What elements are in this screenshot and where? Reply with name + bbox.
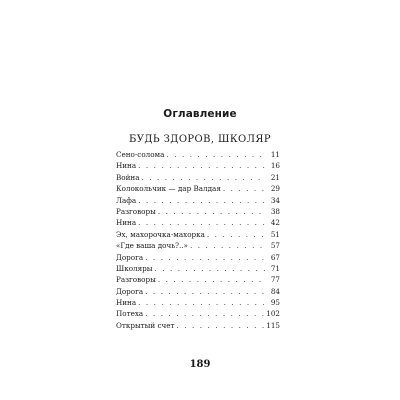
toc-entry-page: 115 <box>266 320 280 330</box>
toc-row <box>116 297 280 308</box>
toc-entry-title: Школяры <box>116 263 153 273</box>
toc-row <box>116 263 280 274</box>
toc-leader-dots <box>223 183 266 194</box>
toc-row <box>116 286 280 297</box>
page-number: 189 <box>189 359 211 370</box>
toc-entry-page: 38 <box>270 206 280 216</box>
toc-leader-dots <box>138 195 266 206</box>
toc-leader-dots <box>166 149 266 160</box>
toc-leader-dots <box>154 263 266 274</box>
toc-leader-dots <box>207 229 266 240</box>
table-of-contents <box>116 149 280 331</box>
toc-leader-dots <box>141 172 266 183</box>
toc-entry-page: 16 <box>270 161 280 171</box>
toc-row <box>116 308 280 319</box>
toc-entry-title: Разговоры <box>116 275 156 285</box>
toc-entry-page: 34 <box>270 195 280 205</box>
toc-row <box>116 274 280 285</box>
toc-entry-page: 67 <box>270 252 280 262</box>
toc-row <box>116 172 280 183</box>
toc-entry-title: Нина <box>116 298 137 308</box>
toc-entry-page: 21 <box>270 172 280 182</box>
toc-entry-title: Эх, махорочка-махорка <box>116 229 205 239</box>
toc-entry-page: 95 <box>270 298 280 308</box>
toc-row <box>116 149 280 160</box>
toc-entry-page: 84 <box>270 286 280 296</box>
toc-leader-dots <box>158 206 266 217</box>
toc-leader-dots <box>138 297 266 308</box>
section-title: БУДЬ ЗДОРОВ, ШКОЛЯР <box>129 134 271 145</box>
toc-row <box>116 320 280 331</box>
toc-entry-title: Потеха <box>116 309 144 319</box>
toc-leader-dots <box>145 252 266 263</box>
toc-row <box>116 217 280 228</box>
toc-entry-page: 11 <box>270 150 280 159</box>
toc-row <box>116 206 280 217</box>
toc-leader-dots <box>190 240 266 251</box>
toc-entry-page: 71 <box>270 263 280 273</box>
toc-row <box>116 229 280 240</box>
toc-leader-dots <box>138 160 266 171</box>
page-title: Оглавление <box>163 108 237 120</box>
toc-row <box>116 252 280 263</box>
toc-row <box>116 240 280 251</box>
toc-entry-title: «Где ваша дочь?..» <box>116 241 188 251</box>
toc-leader-dots <box>138 217 266 228</box>
toc-entry-page: 42 <box>270 218 280 228</box>
toc-entry-page: 102 <box>266 309 280 319</box>
toc-entry-title: Нина <box>116 161 137 171</box>
toc-leader-dots <box>176 320 264 331</box>
toc-row <box>116 195 280 206</box>
toc-entry-title: Разговоры <box>116 206 156 216</box>
toc-entry-page: 57 <box>270 241 280 251</box>
toc-leader-dots <box>145 308 264 319</box>
toc-entry-page: 29 <box>270 184 280 194</box>
toc-entry-title: Колокольчик — дар Валдая <box>116 184 221 194</box>
toc-entry-title: Война <box>116 172 140 182</box>
toc-entry-title: Нина <box>116 218 137 228</box>
toc-entry-title: Лафа <box>116 195 137 205</box>
toc-entry-title: Сено-солома <box>116 150 165 159</box>
toc-leader-dots <box>145 286 266 297</box>
toc-entry-title: Дорога <box>116 286 144 296</box>
toc-row <box>116 183 280 194</box>
toc-row <box>116 160 280 171</box>
toc-leader-dots <box>158 274 266 285</box>
toc-entry-page: 77 <box>270 275 280 285</box>
toc-entry-page: 51 <box>270 229 280 239</box>
toc-entry-title: Открытый счет <box>116 320 175 330</box>
toc-entry-title: Дорога <box>116 252 144 262</box>
